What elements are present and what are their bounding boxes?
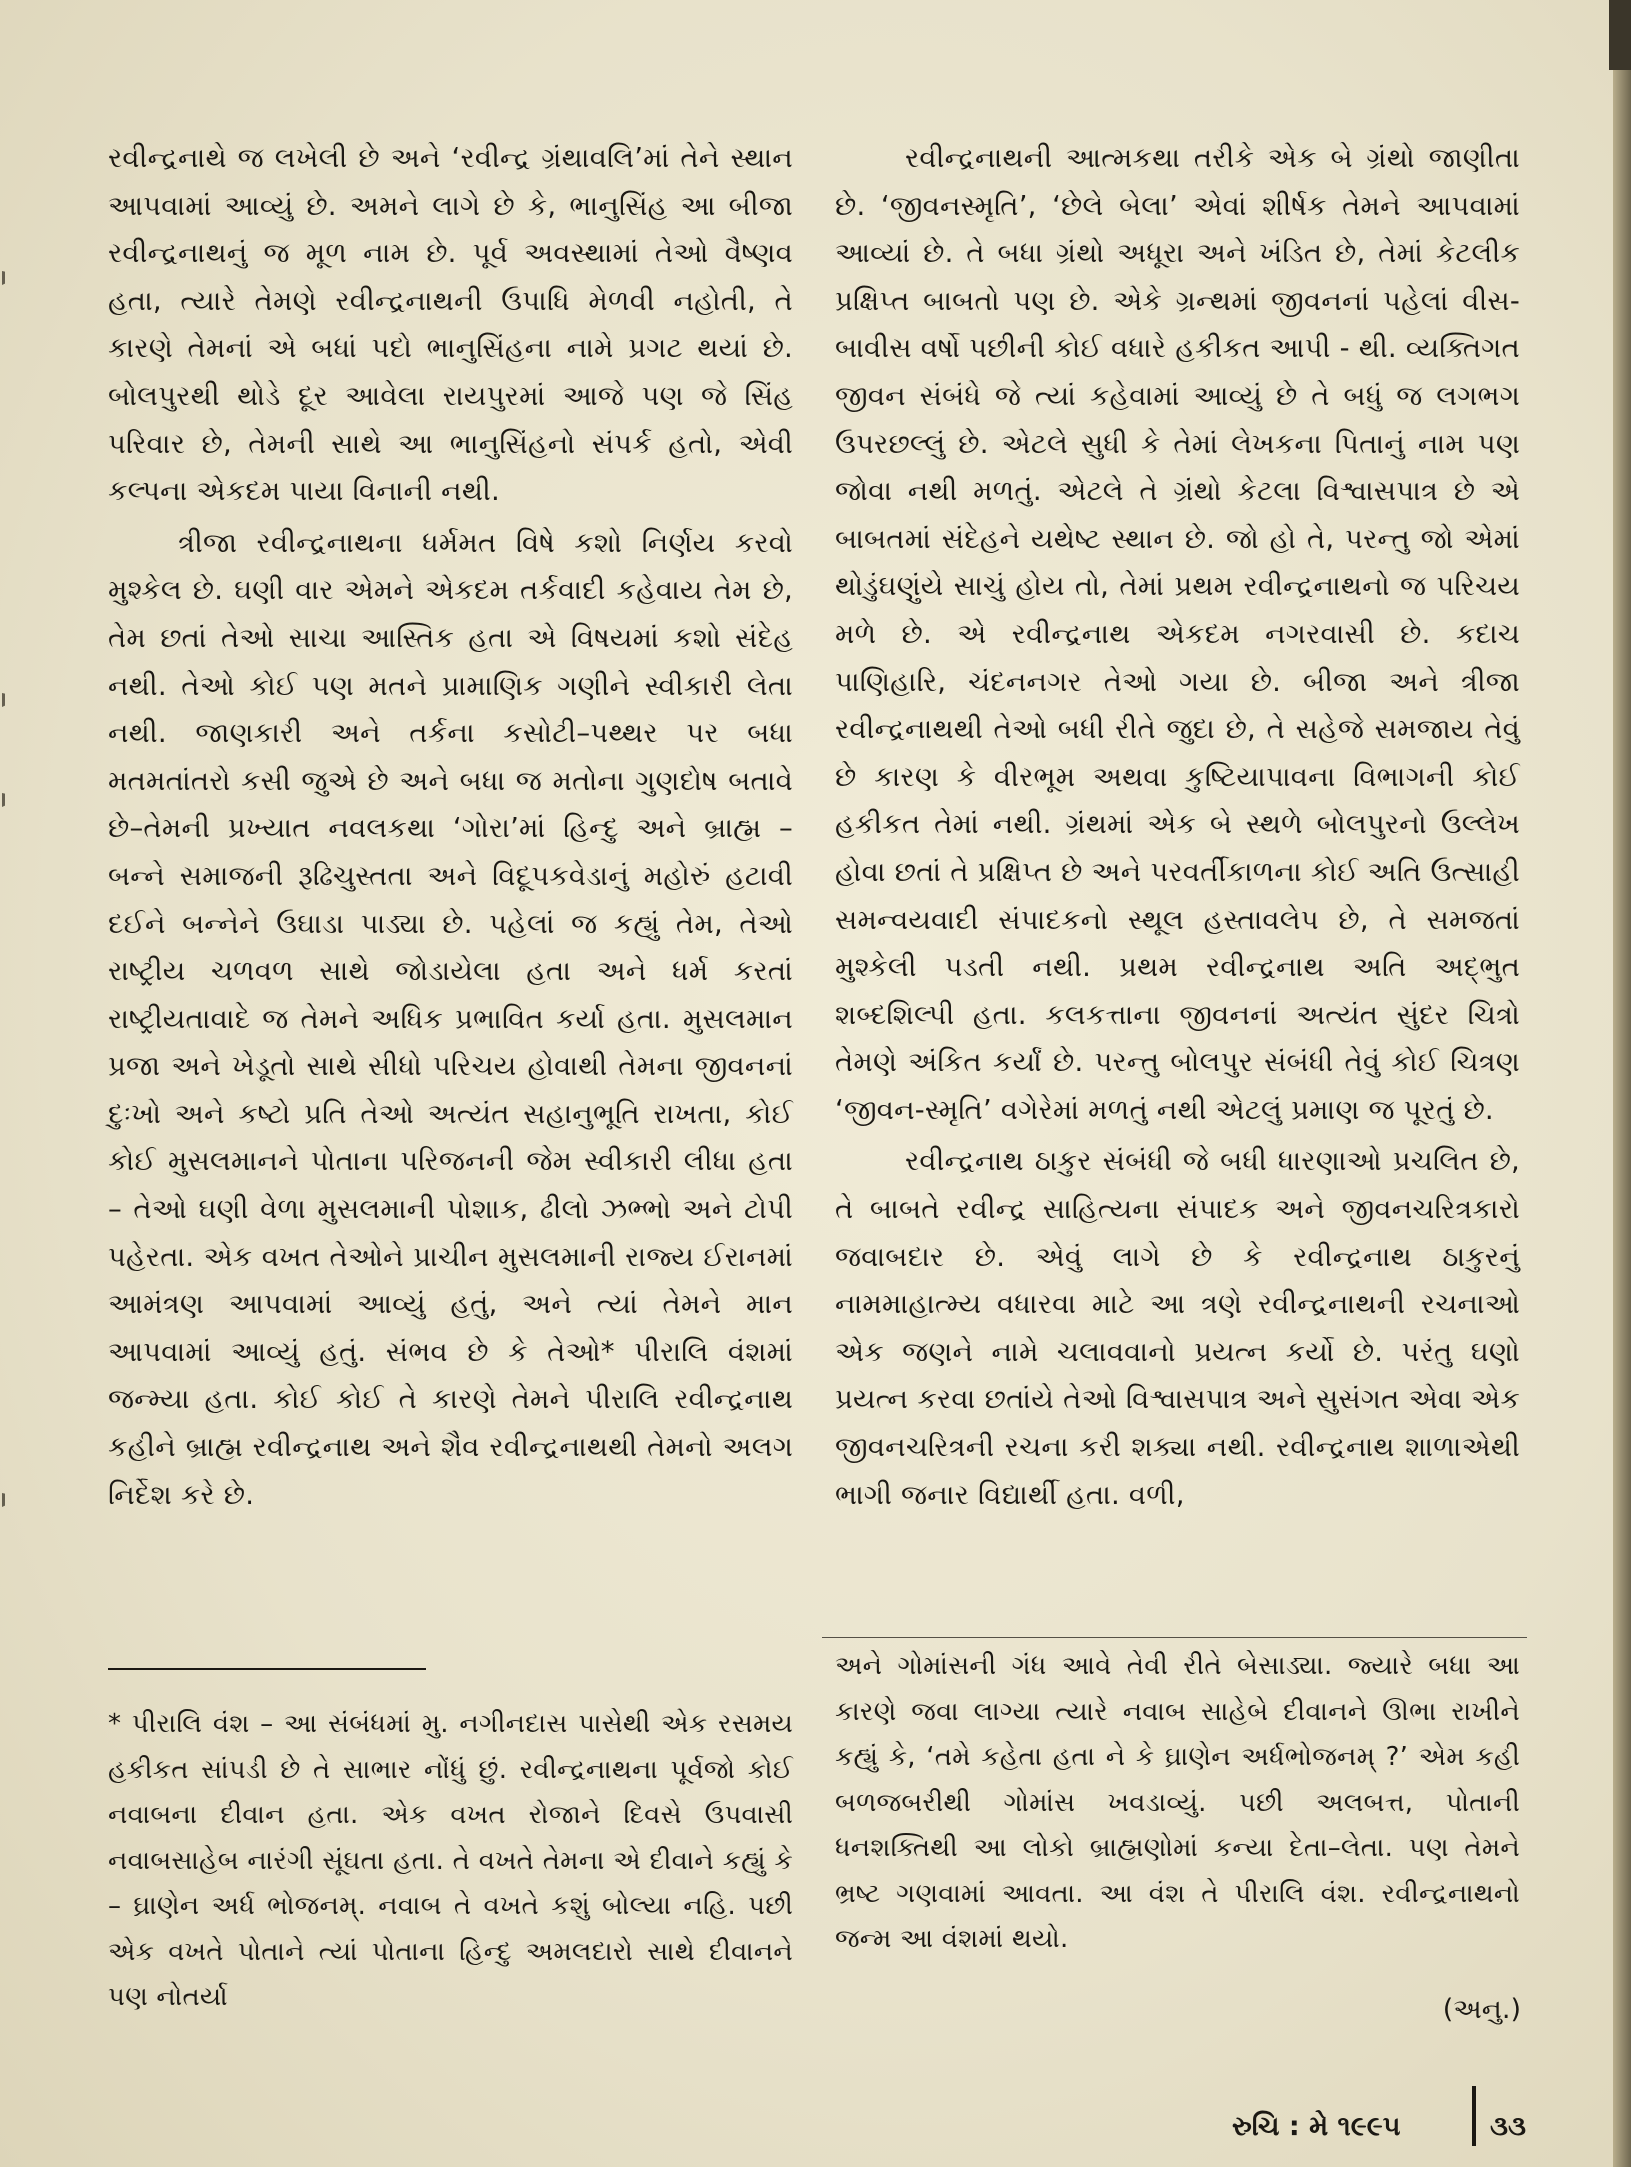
- footnote-divider: [108, 1668, 426, 1670]
- right-paragraph-2: રવીન્દ્રનાથ ઠાકુર સંબંધી જે બધી ધારણાઓ પ્રચલિત છે, તે બાબતે રવીન્દ્ર સાહિત્યના સંપાદક અને જીવનચરિત્રકારો જવાબદાર છે. એવું લાગે છે કે રવીન્દ્રનાથ ઠાકુરનું નામમાહાત્મ્ય વધારવા માટે આ ત્રણે રવીન્દ્રનાથની રચનાઓ એક જણને નામે ચલાવવાનો પ્રયત્ન કર્યો છે. પરંતુ ઘણો પ્રયત્ન કરવા છતાંયે તેઓ વિશ્વાસપાત્ર અને સુસંગત એવા એક જીવનચરિત્રની રચના કરી શક્યા નથી. રવીન્દ્રનાથ શાળાએથી ભાગી જનાર વિદ્યાર્થી હતા. વળી,: [835, 1145, 1520, 1511]
- left-paragraph-2: ત્રીજા રવીન્દ્રનાથના ધર્મમત વિષે કશો નિર્ણય કરવો મુશ્કેલ છે. ઘણી વાર એમને એકદમ તર્કવાદી કહેવાય તેમ છે, તેમ છતાં તેઓ સાચા આસ્તિક હતા એ વિષયમાં કશો સંદેહ નથી. તેઓ કોઈ પણ મતને પ્રામાણિક ગણીને સ્વીકારી લેતા નથી. જાણકારી અને તર્કના કસોટી–પથ્થર પર બધા મતમતાંતરો કસી જુએ છે અને બધા જ મતોના ગુણદોષ બતાવે છે–તેમની પ્રખ્યાત નવલકથા ‘ગોરા’માં હિન્દુ અને બ્રાહ્મ – બન્ને સમાજની રૂઢિચુસ્તતા અને વિદૂપકવેડાનું મહોરું હટાવી દઈને બન્નેને ઉઘાડા પાડ્યા છે. પહેલાં જ કહ્યું તેમ, તેઓ રાષ્ટ્રીય ચળવળ સાથે જોડાયેલા હતા અને ધર્મ કરતાં રાષ્ટ્રીયતાવાદે જ તેમને અધિક પ્રભાવિત કર્યા હતા. મુસલમાન પ્રજા અને ખેડૂતો સાથે સીધો પરિચય હોવાથી તેમના જીવનનાં દુઃખો અને કષ્ટો પ્રતિ તેઓ અત્યંત સહાનુભૂતિ રાખતા, કોઈ કોઈ મુસલમાનને પોતાના પરિજનની જેમ સ્વીકારી લીધા હતા – તેઓ ઘણી વેળા મુસલમાની પોશાક, ઢીલો ઝભ્ભો અને ટોપી પહેરતા. એક વખત તેઓને પ્રાચીન મુસલમાની રાજ્ય ઈરાનમાં આમંત્રણ આપવામાં આવ્યું હતું, અને ત્યાં તેમને માન આપવામાં આવ્યું હતું. સંભવ છે કે તેઓ* પીરાલિ વંશમાં જન્મ્યા હતા. કોઈ કોઈ તે કારણે તેમને પીરાલિ રવીન્દ્રનાથ કહીને બ્રાહ્મ રવીન્દ્રનાથ અને શૈવ રવીન્દ્રનાથથી તેમનો અલગ નિર્દેશ કરે છે.: [108, 526, 793, 1511]
- translator-sign-off: (અનુ.): [1442, 1994, 1521, 2025]
- binding-mark: [2, 265, 15, 285]
- page-edge-shadow: [1613, 0, 1631, 2167]
- footnote-text-left: * પીરાલિ વંશ – આ સંબંધમાં મુ. નગીનદાસ પાસેથી એક રસમય હકીકત સાંપડી છે તે સાભાર નોંધું છું. રવીન્દ્રનાથના પૂર્વજો કોઈ નવાબના દીવાન હતા. એક વખત રોજાને દિવસે ઉપવાસી નવાબસાહેબ નારંગી સૂંઘતા હતા. તે વખતે તેમના એ દીવાને કહ્યું કે – ઘ્રાણેન અર્ધ ભોજનમ્. નવાબ તે વખતે કશું બોલ્યા નહિ. પછી એક વખતે પોતાને ત્યાં પોતાના હિન્દુ અમલદારો સાથે દીવાનને પણ નોતર્યા: [108, 1709, 793, 2012]
- binding-mark: [2, 787, 15, 807]
- footnote-right: [835, 1644, 1520, 1963]
- footer-separator: [1472, 2086, 1476, 2146]
- footnote-divider-right: [822, 1637, 1527, 1638]
- page-number: ૩૩: [1490, 2111, 1526, 2142]
- right-column: [835, 135, 1520, 1519]
- binding-mark: [2, 687, 15, 707]
- left-paragraph-1: રવીન્દ્રનાથે જ લખેલી છે અને ‘રવીન્દ્ર ગ્રંથાવલિ’માં તેને સ્થાન આપવામાં આવ્યું છે. અમને લાગે છે કે, ભાનુસિંહ આ બીજા રવીન્દ્રનાથનું જ મૂળ નામ છે. પૂર્વ અવસ્થામાં તેઓ વૈષ્ણવ હતા, ત્યારે તેમણે રવીન્દ્રનાથની ઉપાધિ મેળવી નહોતી, તે કારણે તેમનાં એ બધાં પદો ભાનુસિંહના નામે પ્રગટ થયાં છે. બોલપુરથી થોડે દૂર આવેલા રાયપુરમાં આજે પણ જે સિંહ પરિવાર છે, તેમની સાથે આ ભાનુસિંહનો સંપર્ક હતો, એવી કલ્પના એકદમ પાયા વિનાની નથી.: [108, 142, 793, 508]
- binding-mark: [2, 1487, 15, 1507]
- left-column: [108, 135, 793, 1519]
- footnote-text-right: અને ગોમાંસની ગંધ આવે તેવી રીતે બેસાડ્યા. જ્યારે બધા આ કારણે જવા લાગ્યા ત્યારે નવાબ સાહેબે દીવાનને ઊભા રાખીને કહ્યું કે, ‘તમે કહેતા હતા ને કે ઘ્રાણેન અર્ધભોજનમ્ ?’ એમ કહી બળજબરીથી ગોમાંસ ખવડાવ્યું. પછી અલબત્ત, પોતાની ધનશક્તિથી આ લોકો બ્રાહ્મણોમાં કન્યા દેતા–લેતા. પણ તેમને ભ્રષ્ટ ગણવામાં આવતા. આ વંશ તે પીરાલિ વંશ. રવીન્દ્રનાથનો જન્મ આ વંશમાં થયો.: [835, 1651, 1520, 1954]
- footer-issue-label: રુચિ : મે ૧૯૯૫: [1232, 2111, 1401, 2142]
- footnote-left: [108, 1702, 793, 2021]
- page-corner-dark: [1609, 0, 1631, 70]
- right-paragraph-1: રવીન્દ્રનાથની આત્મકથા તરીકે એક બે ગ્રંથો જાણીતા છે. ‘જીવનસ્મૃતિ’, ‘છેલે બેલા’ એવાં શીર્ષક તેમને આપવામાં આવ્યાં છે. તે બધા ગ્રંથો અધૂરા અને ખંડિત છે, તેમાં કેટલીક પ્રક્ષિપ્ત બાબતો પણ છે. એકે ગ્રન્થમાં જીવનનાં પહેલાં વીસ-બાવીસ વર્ષો પછીની કોઈ વધારે હકીકત આપી - થી. વ્યક્તિગત જીવન સંબંધે જે ત્યાં કહેવામાં આવ્યું છે તે બધું જ લગભગ ઉપરછલ્લું છે. એટલે સુધી કે તેમાં લેખકના પિતાનું નામ પણ જોવા નથી મળતું. એટલે તે ગ્રંથો કેટલા વિશ્વાસપાત્ર છે એ બાબતમાં સંદેહને યથેષ્ટ સ્થાન છે. જો હો તે, પરન્તુ જો એમાં થોડુંઘણુંયે સાચું હોય તો, તેમાં પ્રથમ રવીન્દ્રનાથનો જ પરિચય મળે છે. એ રવીન્દ્રનાથ એકદમ નગરવાસી છે. કદાચ પાણિહારિ, ચંદનનગર તેઓ ગયા છે. બીજા અને ત્રીજા રવીન્દ્રનાથથી તેઓ બધી રીતે જુદા છે, તે સહેજે સમજાય તેવું છે કારણ કે વીરભૂમ અથવા કુષ્ટિયાપાવના વિભાગની કોઈ હકીકત તેમાં નથી. ગ્રંથમાં એક બે સ્થળે બોલપુરનો ઉલ્લેખ હોવા છતાં તે પ્રક્ષિપ્ત છે અને પરવર્તીકાળના કોઈ અતિ ઉત્સાહી સમન્વયવાદી સંપાદકનો સ્થૂલ હસ્તાવલેપ છે, તે સમજતાં મુશ્કેલી પડતી નથી. પ્રથમ રવીન્દ્રનાથ અતિ અદ્ભુત શબ્દશિલ્પી હતા. કલકત્તાના જીવનનાં અત્યંત સુંદર ચિત્રો તેમણે અંકિત કર્યાં છે. પરન્તુ બોલપુર સંબંધી તેવું કોઈ ચિત્રણ ‘જીવન-સ્મૃતિ’ વગેરેમાં મળતું નથી એટલું પ્રમાણ જ પૂરતું છે.: [835, 142, 1520, 1126]
